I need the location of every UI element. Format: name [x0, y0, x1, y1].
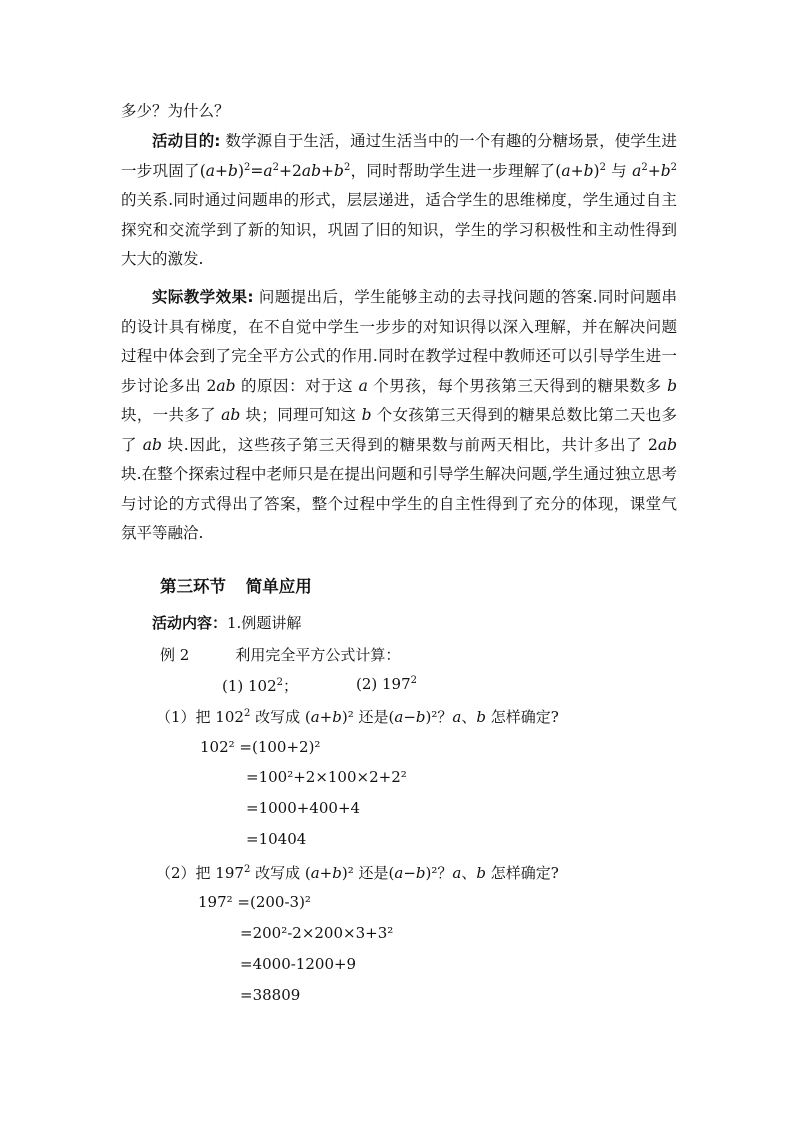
calc2-line-3: =4000-1200+9 [240, 955, 357, 973]
problem-2: (2) $197^2$ [356, 675, 418, 693]
problem-1: (1) $102^2$； [222, 677, 299, 695]
purpose-label: 活动目的: [152, 132, 221, 150]
question-1: （1）把 $102^2$ 改写成 (a+b)² 还是(a−b)²？a、b 怎样确定? [156, 708, 559, 726]
calc1-line-2: =100²+2×100×2+2² [246, 768, 407, 786]
calc1-line-3: =1000+400+4 [246, 799, 361, 817]
calc2-line-1: 197² =(200-3)² [198, 893, 311, 911]
effect-label: 实际教学效果: [152, 288, 254, 306]
activity-line: 活动内容：1.例题讲解 [152, 614, 302, 632]
intro-line: 多少？为什么？ [121, 102, 230, 120]
calc1-line-4: =10404 [246, 830, 307, 848]
effect-paragraph: 实际教学效果: 问题提出后，学生能够主动的去寻找问题的答案.同时问题串的设计具有梯度，在不自觉中学生一步步的对知识得以深入理解，并在解决问题过程中体会到了完全平方公式的作用.同时在教学过程中教师还可以引导学生进一步讨论多出 2ab 的原因：对于这 a 个男孩，每个男孩第三天得到的糖果数多 b 块，一共多了 ab 块；同理可知这 b 个女孩第三天得到的糖果总数比第二天也多了 ab 块.因此，这些孩子第三天得到的糖果数与前两天相比，共计多出了 2ab 块.在整个探索过程中老师只是在提出问题和引导学生解决问题,学生通过独立思考与讨论的方式得出了答案，整个过程中学生的自主性得到了充分的体现，课堂气氛平等融洽. [121, 288, 678, 542]
calc1-line-1: 102² =(100+2)² [200, 738, 321, 756]
example-label: 例 2 [160, 646, 190, 664]
example-text: 利用完全平方公式计算： [235, 646, 401, 664]
question-2: （2）把 $197^2$ 改写成 (a+b)² 还是(a−b)²？a、b 怎样确定? [156, 864, 559, 882]
calc2-line-2: =200²-2×200×3+3² [240, 924, 394, 942]
section-heading: 第三环节 简单应用 [160, 577, 312, 596]
purpose-paragraph: 活动目的: 数学源自于生活，通过生活当中的一个有趣的分糖场景，使学生进一步巩固了$(a+b)^2=a^2+2ab+b^2$，同时帮助学生进一步理解了$(a+b)^2$ 与 $a^2+b^2$ 的关系.同时通过问题串的形式，层层递进，适合学生的思维梯度，学生通过自主探究和交流学到了新的知识，巩固了旧的知识，学生的学习积极性和主动性得到大大的激发. [121, 132, 678, 268]
activity-label: 活动内容： [152, 614, 228, 632]
example-line [160, 644, 400, 665]
calc2-line-4: =38809 [240, 986, 301, 1004]
